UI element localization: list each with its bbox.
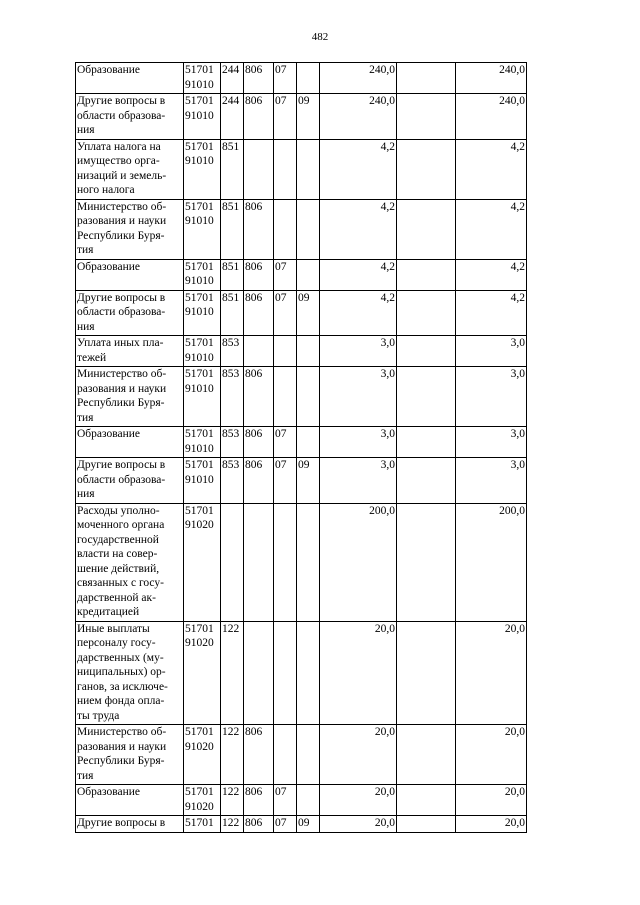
ministry-code-cell: 806 bbox=[244, 290, 274, 336]
ministry-code-cell bbox=[244, 503, 274, 621]
amount-total-cell: 4,2 bbox=[456, 259, 527, 290]
subsection-cell: 09 bbox=[297, 458, 320, 504]
target-article-cell: 51701 91010 bbox=[184, 336, 221, 367]
row-name-text: Уплата иных пла- тежей bbox=[77, 337, 164, 364]
amount-cell: 20,0 bbox=[320, 785, 397, 816]
subsection-cell: 09 bbox=[297, 94, 320, 140]
row-name-cell bbox=[76, 621, 184, 725]
amount-total-cell: 20,0 bbox=[456, 621, 527, 725]
target-article-cell: 51701 91010 bbox=[184, 290, 221, 336]
amount-cell: 4,2 bbox=[320, 290, 397, 336]
amount-cell: 3,0 bbox=[320, 427, 397, 458]
target-article-cell: 51701 bbox=[184, 816, 221, 833]
row-name-text: Образование bbox=[77, 786, 141, 798]
row-name-cell bbox=[76, 458, 184, 504]
ministry-code-cell: 806 bbox=[244, 94, 274, 140]
amount-cell: 20,0 bbox=[320, 621, 397, 725]
amount-total-cell: 3,0 bbox=[456, 336, 527, 367]
ministry-code-cell bbox=[244, 139, 274, 199]
expense-type-cell: 851 bbox=[221, 290, 244, 336]
amount-cell: 3,0 bbox=[320, 336, 397, 367]
ministry-code-cell bbox=[244, 621, 274, 725]
target-article-cell: 51701 91020 bbox=[184, 725, 221, 785]
amount-cell: 4,2 bbox=[320, 259, 397, 290]
expense-type-cell: 851 bbox=[221, 259, 244, 290]
row-name-text: Другие вопросы в области образова- ния bbox=[77, 291, 166, 333]
empty-cell bbox=[397, 63, 456, 94]
amount-total-cell: 240,0 bbox=[456, 94, 527, 140]
amount-total-cell: 3,0 bbox=[456, 367, 527, 427]
subsection-cell bbox=[297, 367, 320, 427]
expense-type-cell: 122 bbox=[221, 816, 244, 833]
table-row bbox=[76, 621, 527, 725]
table-body bbox=[76, 63, 527, 833]
amount-cell: 4,2 bbox=[320, 139, 397, 199]
row-name-text: Министерство об- разования и науки Республики Буря- тия bbox=[77, 200, 167, 256]
table-row bbox=[76, 458, 527, 504]
expense-type-cell: 853 bbox=[221, 458, 244, 504]
table-row bbox=[76, 816, 527, 833]
row-name-cell bbox=[76, 725, 184, 785]
section-cell: 07 bbox=[274, 94, 297, 140]
expense-type-cell: 853 bbox=[221, 336, 244, 367]
target-article-cell: 51701 91010 bbox=[184, 139, 221, 199]
row-name-cell bbox=[76, 336, 184, 367]
row-name-cell bbox=[76, 290, 184, 336]
amount-cell: 20,0 bbox=[320, 816, 397, 833]
subsection-cell bbox=[297, 199, 320, 259]
expense-type-cell: 851 bbox=[221, 199, 244, 259]
section-cell bbox=[274, 199, 297, 259]
table-row bbox=[76, 503, 527, 621]
empty-cell bbox=[397, 725, 456, 785]
ministry-code-cell: 806 bbox=[244, 199, 274, 259]
ministry-code-cell: 806 bbox=[244, 785, 274, 816]
amount-total-cell: 4,2 bbox=[456, 290, 527, 336]
amount-total-cell: 4,2 bbox=[456, 199, 527, 259]
ministry-code-cell: 806 bbox=[244, 458, 274, 504]
target-article-cell: 51701 91010 bbox=[184, 458, 221, 504]
empty-cell bbox=[397, 816, 456, 833]
row-name-text: Другие вопросы в области образова- ния bbox=[77, 95, 166, 136]
empty-cell bbox=[397, 367, 456, 427]
section-cell: 07 bbox=[274, 290, 297, 336]
ministry-code-cell: 806 bbox=[244, 367, 274, 427]
target-article-cell: 51701 91020 bbox=[184, 503, 221, 621]
amount-cell: 240,0 bbox=[320, 94, 397, 140]
row-name-cell bbox=[76, 367, 184, 427]
target-article-cell: 51701 91010 bbox=[184, 259, 221, 290]
subsection-cell bbox=[297, 427, 320, 458]
expense-type-cell: 122 bbox=[221, 725, 244, 785]
section-cell: 07 bbox=[274, 259, 297, 290]
row-name-text: Министерство об- разования и науки Республики Буря- тия bbox=[77, 726, 167, 782]
amount-cell: 4,2 bbox=[320, 199, 397, 259]
row-name-text: Расходы уполно- моченного органа государственной власти на совер- шение действий, связанных с госу- дарственной ак- кредитацией bbox=[77, 504, 165, 618]
section-cell: 07 bbox=[274, 816, 297, 833]
row-name-cell bbox=[76, 503, 184, 621]
amount-total-cell: 3,0 bbox=[456, 458, 527, 504]
subsection-cell: 09 bbox=[297, 816, 320, 833]
row-name-cell bbox=[76, 427, 184, 458]
subsection-cell bbox=[297, 336, 320, 367]
table-row bbox=[76, 199, 527, 259]
subsection-cell bbox=[297, 503, 320, 621]
subsection-cell bbox=[297, 259, 320, 290]
row-name-text: Уплата налога на имущество орга- низаций и земель- ного налога bbox=[77, 140, 167, 196]
target-article-cell: 51701 91010 bbox=[184, 199, 221, 259]
row-name-text: Другие вопросы в области образова- ния bbox=[77, 459, 166, 500]
amount-total-cell: 4,2 bbox=[456, 139, 527, 199]
row-name-text: Иные выплаты персоналу госу- дарственных (му- ниципальных) ор- ганов, за исключе- нием фонда опла- ты труда bbox=[77, 622, 168, 722]
empty-cell bbox=[397, 785, 456, 816]
target-article-cell: 51701 91010 bbox=[184, 63, 221, 94]
section-cell: 07 bbox=[274, 785, 297, 816]
target-article-cell: 51701 91020 bbox=[184, 785, 221, 816]
row-name-cell bbox=[76, 199, 184, 259]
expense-type-cell: 853 bbox=[221, 427, 244, 458]
table-row bbox=[76, 63, 527, 94]
expense-type-cell: 122 bbox=[221, 621, 244, 725]
ministry-code-cell: 806 bbox=[244, 725, 274, 785]
empty-cell bbox=[397, 621, 456, 725]
ministry-code-cell bbox=[244, 336, 274, 367]
table-row bbox=[76, 139, 527, 199]
amount-total-cell: 200,0 bbox=[456, 503, 527, 621]
row-name-cell bbox=[76, 94, 184, 140]
section-cell: 07 bbox=[274, 427, 297, 458]
row-name-cell bbox=[76, 139, 184, 199]
expense-type-cell: 244 bbox=[221, 94, 244, 140]
amount-total-cell: 20,0 bbox=[456, 725, 527, 785]
budget-table bbox=[75, 62, 527, 833]
row-name-text: Образование bbox=[77, 428, 141, 440]
subsection-cell: 09 bbox=[297, 290, 320, 336]
subsection-cell bbox=[297, 63, 320, 94]
empty-cell bbox=[397, 336, 456, 367]
table-row bbox=[76, 785, 527, 816]
empty-cell bbox=[397, 259, 456, 290]
expense-type-cell bbox=[221, 503, 244, 621]
expense-type-cell: 122 bbox=[221, 785, 244, 816]
ministry-code-cell: 806 bbox=[244, 63, 274, 94]
expense-type-cell: 244 bbox=[221, 63, 244, 94]
section-cell bbox=[274, 621, 297, 725]
amount-total-cell: 240,0 bbox=[456, 63, 527, 94]
section-cell bbox=[274, 725, 297, 785]
empty-cell bbox=[397, 139, 456, 199]
row-name-cell bbox=[76, 63, 184, 94]
table-row bbox=[76, 725, 527, 785]
amount-cell: 3,0 bbox=[320, 367, 397, 427]
amount-total-cell: 20,0 bbox=[456, 816, 527, 833]
target-article-cell: 51701 91020 bbox=[184, 621, 221, 725]
amount-cell: 240,0 bbox=[320, 63, 397, 94]
row-name-cell bbox=[76, 816, 184, 833]
section-cell bbox=[274, 139, 297, 199]
expense-type-cell: 853 bbox=[221, 367, 244, 427]
empty-cell bbox=[397, 458, 456, 504]
expense-type-cell: 851 bbox=[221, 139, 244, 199]
table-row bbox=[76, 259, 527, 290]
amount-cell: 3,0 bbox=[320, 458, 397, 504]
page-number: 482 bbox=[311, 31, 329, 43]
ministry-code-cell: 806 bbox=[244, 816, 274, 833]
amount-cell: 20,0 bbox=[320, 725, 397, 785]
ministry-code-cell: 806 bbox=[244, 427, 274, 458]
section-cell bbox=[274, 336, 297, 367]
row-name-text: Образование bbox=[77, 260, 141, 273]
empty-cell bbox=[397, 427, 456, 458]
section-cell bbox=[274, 367, 297, 427]
amount-cell: 200,0 bbox=[320, 503, 397, 621]
amount-total-cell: 3,0 bbox=[456, 427, 527, 458]
table-row bbox=[76, 94, 527, 140]
ministry-code-cell: 806 bbox=[244, 259, 274, 290]
table-row bbox=[76, 336, 527, 367]
row-name-cell bbox=[76, 785, 184, 816]
target-article-cell: 51701 91010 bbox=[184, 367, 221, 427]
row-name-cell bbox=[76, 259, 184, 290]
target-article-cell: 51701 91010 bbox=[184, 427, 221, 458]
table-row bbox=[76, 427, 527, 458]
subsection-cell bbox=[297, 725, 320, 785]
section-cell: 07 bbox=[274, 63, 297, 94]
empty-cell bbox=[397, 199, 456, 259]
section-cell bbox=[274, 503, 297, 621]
row-name-text: Министерство об- разования и науки Республики Буря- тия bbox=[77, 368, 167, 424]
target-article-cell: 51701 91010 bbox=[184, 94, 221, 140]
row-name-text: Образование bbox=[77, 64, 141, 76]
subsection-cell bbox=[297, 785, 320, 816]
empty-cell bbox=[397, 290, 456, 336]
table-row bbox=[76, 367, 527, 427]
table-row bbox=[76, 290, 527, 336]
row-name-text: Другие вопросы в bbox=[77, 817, 166, 829]
section-cell: 07 bbox=[274, 458, 297, 504]
subsection-cell bbox=[297, 621, 320, 725]
empty-cell bbox=[397, 94, 456, 140]
subsection-cell bbox=[297, 139, 320, 199]
amount-total-cell: 20,0 bbox=[456, 785, 527, 816]
empty-cell bbox=[397, 503, 456, 621]
